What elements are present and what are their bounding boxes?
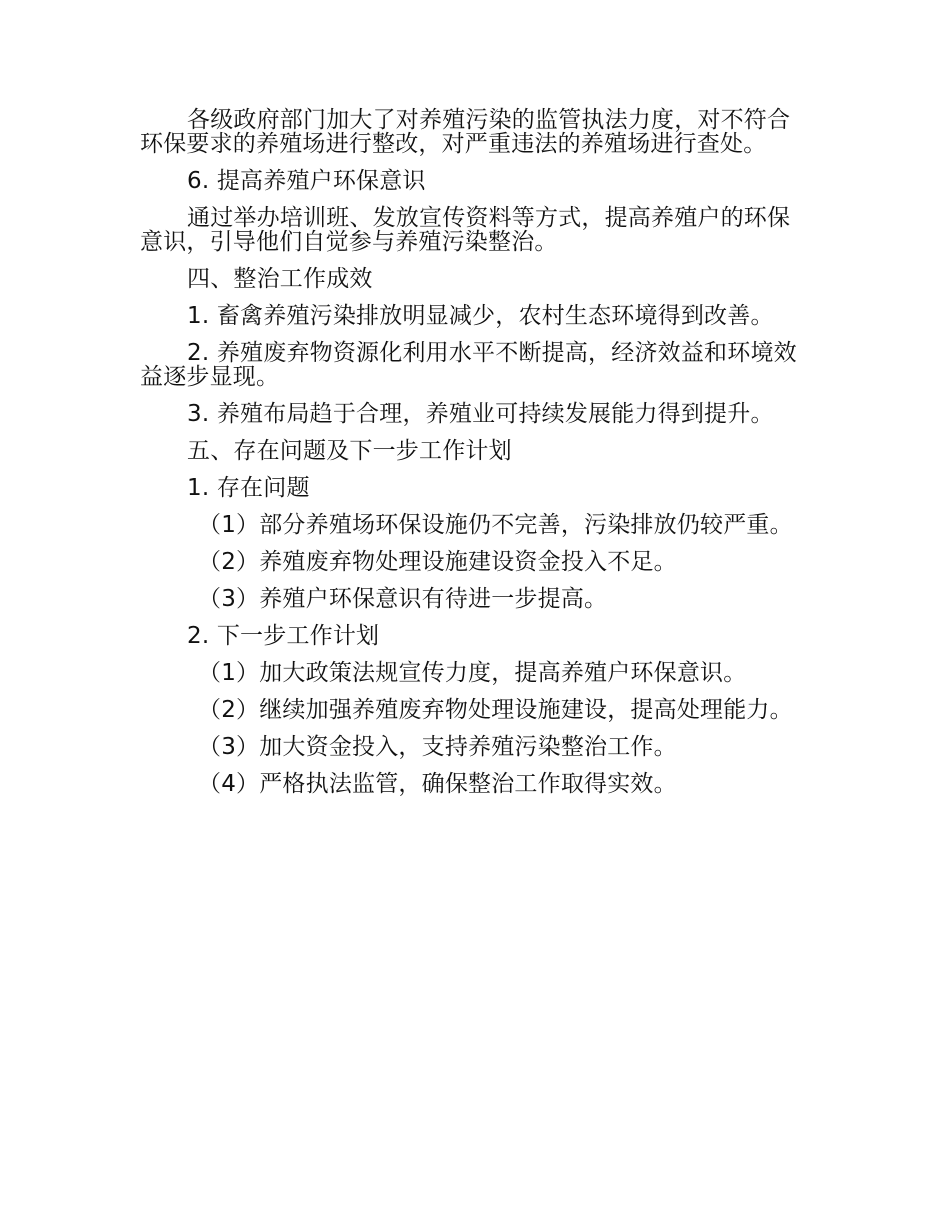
plan-item-2: （2）继续加强养殖废弃物处理设施建设，提高处理能力。 [198, 697, 793, 723]
plan-item-1: （1）加大政策法规宣传力度，提高养殖户环保意识。 [198, 660, 747, 686]
result-item-3: 3. 养殖布局趋于合理，养殖业可持续发展能力得到提升。 [187, 401, 774, 427]
document-body [140, 108, 812, 809]
paragraph-training: 通过举办培训班、发放宣传资料等方式，提高养殖户的环保意识，引导他们自觉参与养殖污染整治。 [140, 205, 791, 255]
section-heading-results: 四、整治工作成效 [187, 266, 373, 292]
plan-item-4: （4）严格执法监管，确保整治工作取得实效。 [198, 771, 677, 797]
subheading-next-plan: 2. 下一步工作计划 [187, 623, 380, 649]
plan-item-3: （3）加大资金投入，支持养殖污染整治工作。 [198, 734, 677, 760]
subheading-problems: 1. 存在问题 [187, 475, 310, 501]
paragraph-enforcement: 各级政府部门加大了对养殖污染的监管执法力度，对不符合环保要求的养殖场进行整改，对严重违法的养殖场进行查处。 [140, 107, 791, 157]
heading-raise-awareness: 6. 提高养殖户环保意识 [187, 168, 426, 194]
result-item-1: 1. 畜禽养殖污染排放明显减少，农村生态环境得到改善。 [187, 303, 774, 329]
problem-item-1: （1）部分养殖场环保设施仍不完善，污染排放仍较严重。 [198, 512, 793, 538]
section-heading-problems-plan: 五、存在问题及下一步工作计划 [187, 438, 512, 464]
problem-item-2: （2）养殖废弃物处理设施建设资金投入不足。 [198, 549, 677, 575]
problem-item-3: （3）养殖户环保意识有待进一步提高。 [198, 586, 608, 612]
result-item-2: 2. 养殖废弃物资源化利用水平不断提高，经济效益和环境效益逐步显现。 [140, 340, 797, 390]
